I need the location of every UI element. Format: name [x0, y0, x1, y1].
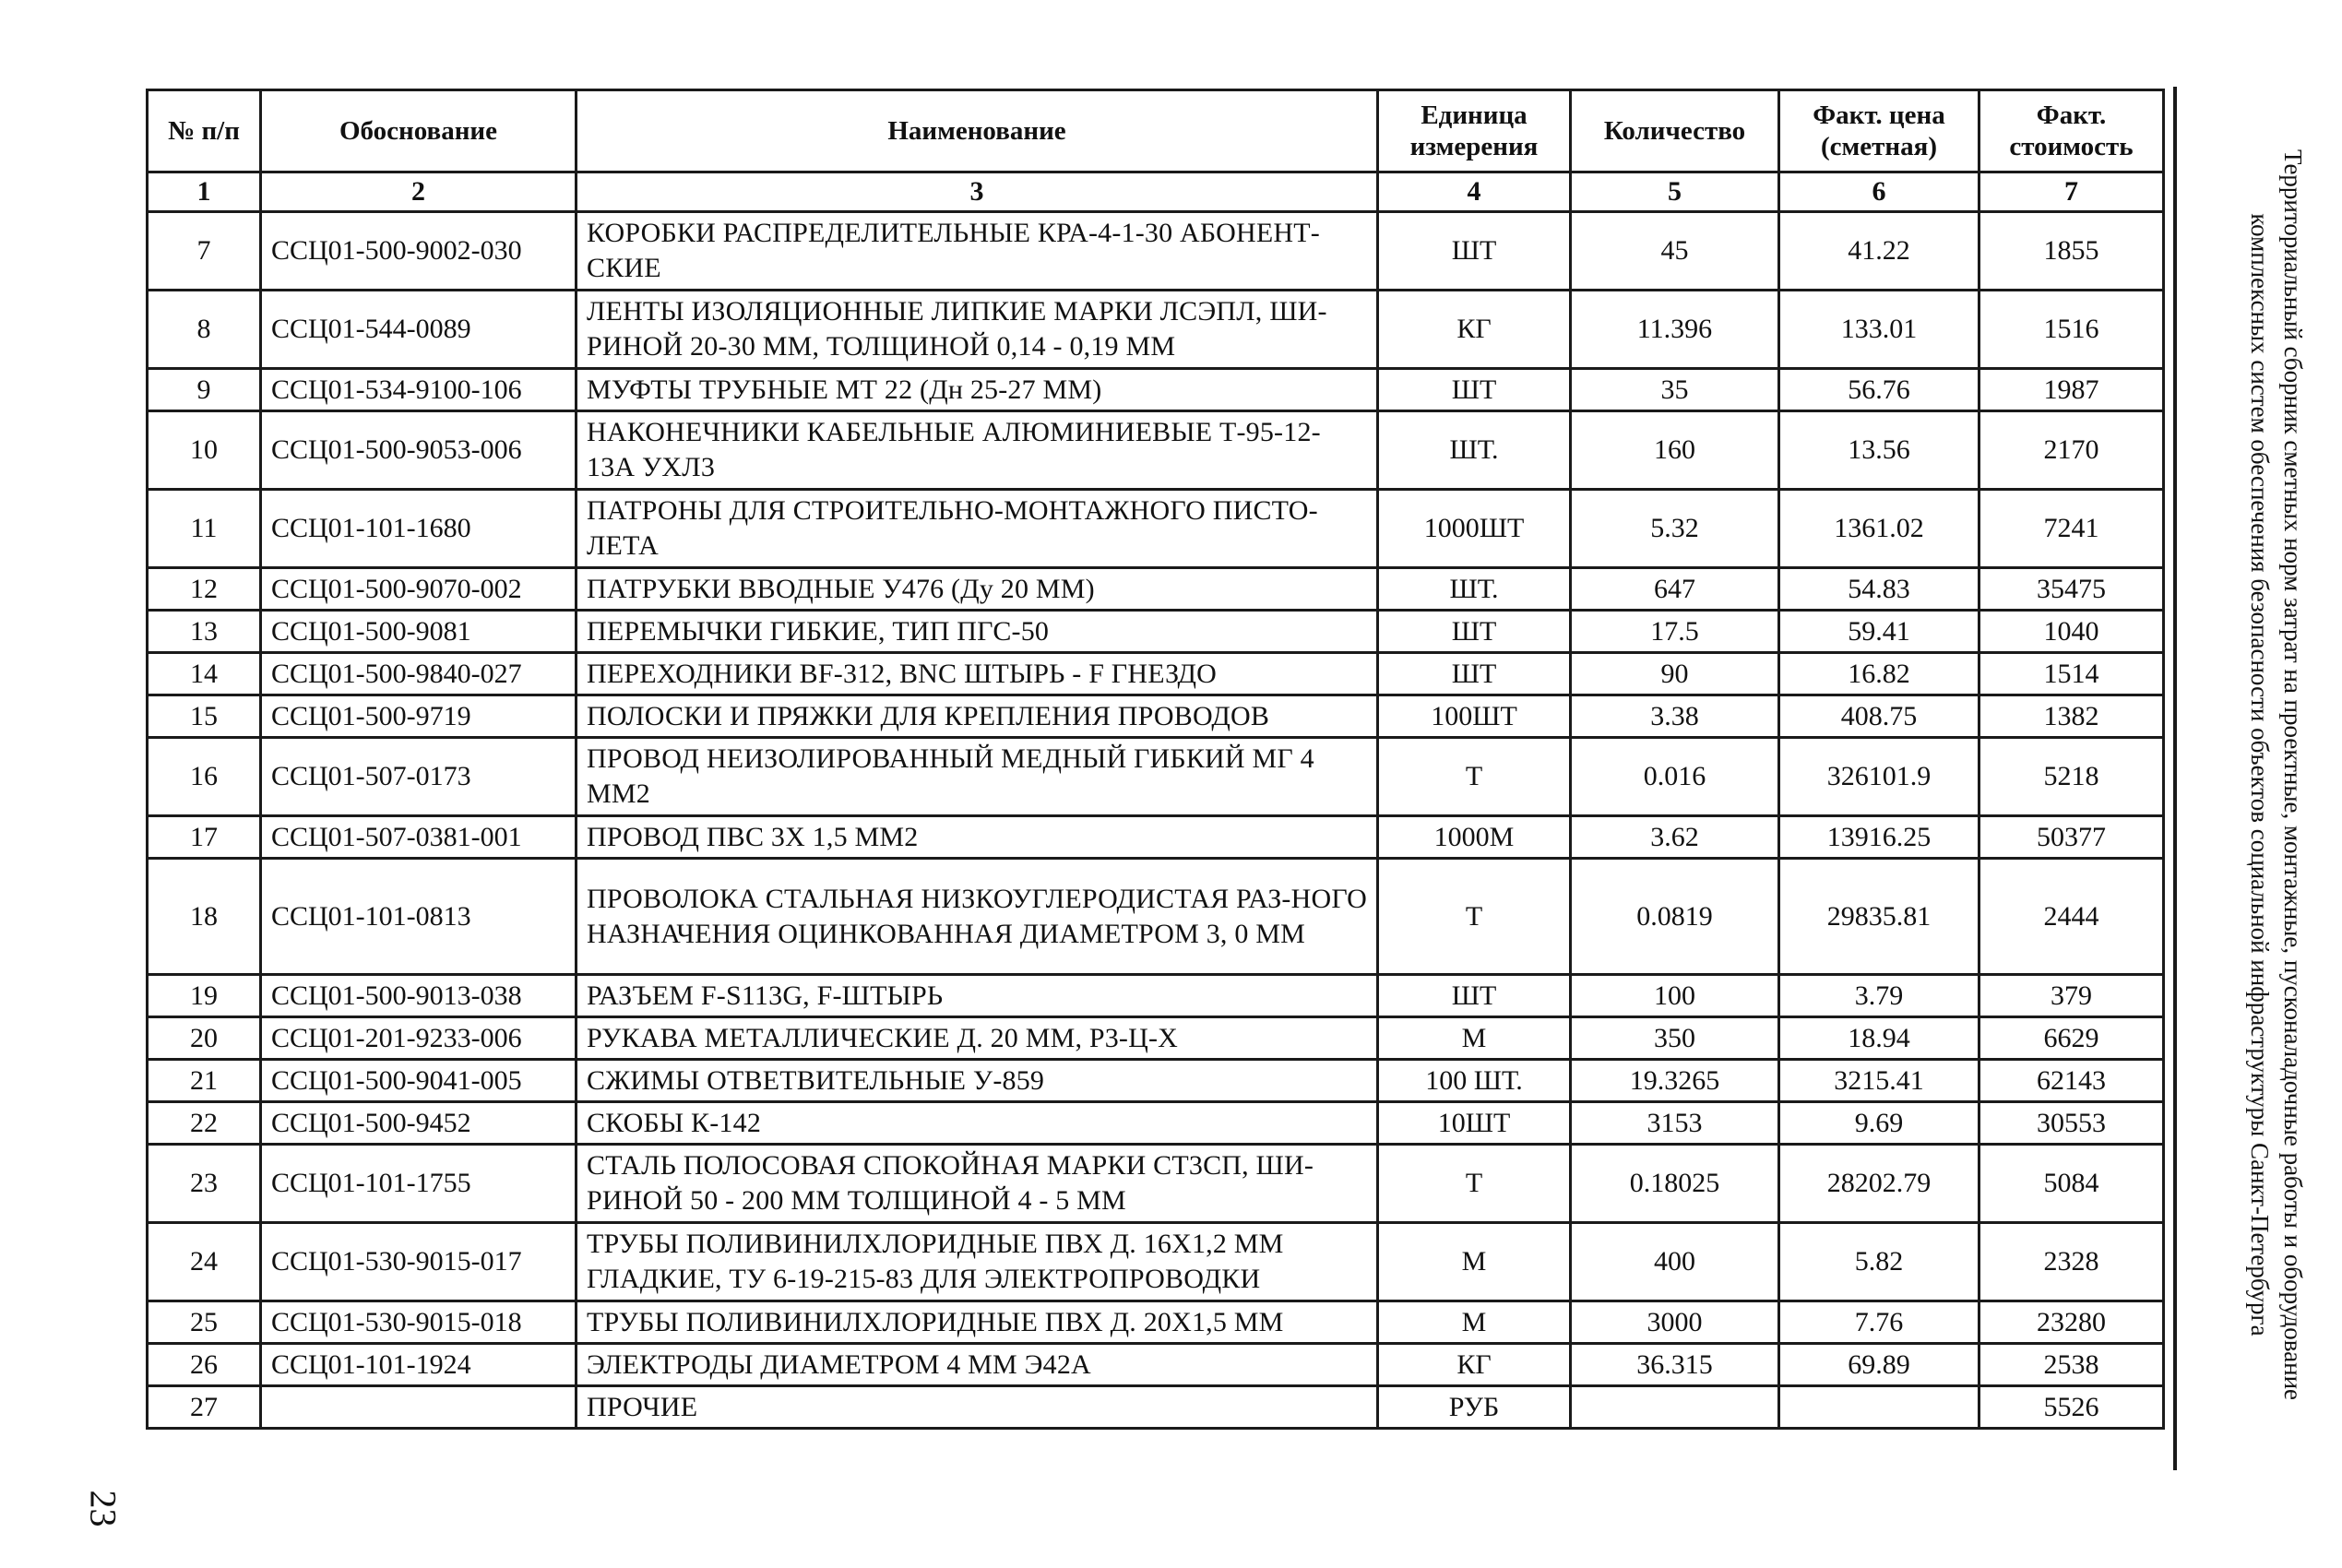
row-price: 3.79	[1779, 975, 1979, 1017]
row-item-name: ПРОВОД ПВС 3Х 1,5 ММ2	[577, 816, 1378, 859]
side-caption-line: Территориальный сборник сметных норм затрат на проектные, монтажные, пусконаладочные работы и оборудование	[2279, 148, 2307, 1401]
row-quantity: 400	[1571, 1223, 1779, 1301]
row-number: 15	[148, 695, 261, 738]
table-row	[148, 1017, 2164, 1060]
table-row	[148, 1344, 2164, 1386]
row-cost: 2328	[1979, 1223, 2164, 1301]
row-quantity: 3.62	[1571, 816, 1779, 859]
row-cost: 7241	[1979, 490, 2164, 568]
row-quantity: 0.18025	[1571, 1145, 1779, 1223]
row-quantity: 35	[1571, 369, 1779, 411]
row-unit: РУБ	[1378, 1386, 1571, 1429]
row-number: 16	[148, 738, 261, 816]
row-justification-code: ССЦ01-101-1680	[261, 490, 577, 568]
row-cost: 2444	[1979, 859, 2164, 975]
header-unit: Единица измерения	[1378, 90, 1571, 172]
table-row	[148, 611, 2164, 653]
row-cost: 5526	[1979, 1386, 2164, 1429]
column-number: 2	[261, 172, 577, 212]
row-quantity: 3153	[1571, 1102, 1779, 1145]
row-price: 41.22	[1779, 212, 1979, 291]
row-number: 7	[148, 212, 261, 291]
row-unit: ШТ	[1378, 611, 1571, 653]
row-item-name: ПЕРЕМЫЧКИ ГИБКИЕ, ТИП ПГС-50	[577, 611, 1378, 653]
row-unit: КГ	[1378, 1344, 1571, 1386]
row-unit: 100ШТ	[1378, 695, 1571, 738]
row-quantity: 100	[1571, 975, 1779, 1017]
row-price: 133.01	[1779, 291, 1979, 369]
row-number: 9	[148, 369, 261, 411]
column-number: 1	[148, 172, 261, 212]
side-divider	[2173, 87, 2177, 1470]
row-cost: 2170	[1979, 411, 2164, 490]
row-item-name: ЛЕНТЫ ИЗОЛЯЦИОННЫЕ ЛИПКИЕ МАРКИ ЛСЭПЛ, ШИ-РИНОЙ 20-30 ММ, ТОЛЩИНОЙ 0,14 - 0,19 ММ	[577, 291, 1378, 369]
row-price: 69.89	[1779, 1344, 1979, 1386]
header-price: Факт. цена (сметная)	[1779, 90, 1979, 172]
row-unit: Т	[1378, 1145, 1571, 1223]
table-row	[148, 738, 2164, 816]
row-number: 11	[148, 490, 261, 568]
row-unit: Т	[1378, 859, 1571, 975]
column-number-row	[148, 172, 2164, 212]
row-quantity: 19.3265	[1571, 1060, 1779, 1102]
table-row	[148, 568, 2164, 611]
header-number: № п/п	[148, 90, 261, 172]
table-row	[148, 695, 2164, 738]
row-number: 19	[148, 975, 261, 1017]
row-number: 17	[148, 816, 261, 859]
row-cost: 379	[1979, 975, 2164, 1017]
row-item-name: ТРУБЫ ПОЛИВИНИЛХЛОРИДНЫЕ ПВХ Д. 20Х1,5 ММ	[577, 1301, 1378, 1344]
row-justification-code: ССЦ01-500-9452	[261, 1102, 577, 1145]
table-row	[148, 816, 2164, 859]
column-number: 4	[1378, 172, 1571, 212]
row-number: 13	[148, 611, 261, 653]
row-price: 13.56	[1779, 411, 1979, 490]
row-cost: 62143	[1979, 1060, 2164, 1102]
row-item-name: ПРОЧИЕ	[577, 1386, 1378, 1429]
row-price	[1779, 1386, 1979, 1429]
page-number: 23	[82, 1490, 125, 1527]
table-row	[148, 975, 2164, 1017]
row-item-name: РАЗЪЕМ F-S113G, F-ШТЫРЬ	[577, 975, 1378, 1017]
row-justification-code: ССЦ01-500-9081	[261, 611, 577, 653]
table-row	[148, 411, 2164, 490]
row-justification-code: ССЦ01-500-9053-006	[261, 411, 577, 490]
header-quantity: Количество	[1571, 90, 1779, 172]
row-number: 22	[148, 1102, 261, 1145]
table-row	[148, 1102, 2164, 1145]
row-price: 59.41	[1779, 611, 1979, 653]
row-price: 18.94	[1779, 1017, 1979, 1060]
row-justification-code: ССЦ01-201-9233-006	[261, 1017, 577, 1060]
row-number: 14	[148, 653, 261, 695]
row-justification-code: ССЦ01-500-9840-027	[261, 653, 577, 695]
side-caption-line: комплексных систем обеспечения безопасности объектов социальной инфраструктуры Санкт-Петербурга	[2246, 213, 2274, 1336]
row-cost: 1855	[1979, 212, 2164, 291]
row-price: 5.82	[1779, 1223, 1979, 1301]
row-price: 1361.02	[1779, 490, 1979, 568]
row-item-name: ПАТРОНЫ ДЛЯ СТРОИТЕЛЬНО-МОНТАЖНОГО ПИСТО-ЛЕТА	[577, 490, 1378, 568]
side-caption	[2243, 101, 2310, 1448]
row-justification-code: ССЦ01-500-9013-038	[261, 975, 577, 1017]
row-price: 3215.41	[1779, 1060, 1979, 1102]
row-unit: ШТ.	[1378, 411, 1571, 490]
row-cost: 2538	[1979, 1344, 2164, 1386]
row-quantity: 0.016	[1571, 738, 1779, 816]
row-unit: Т	[1378, 738, 1571, 816]
row-justification-code: ССЦ01-507-0381-001	[261, 816, 577, 859]
row-cost: 5084	[1979, 1145, 2164, 1223]
table-row	[148, 1060, 2164, 1102]
header-justification: Обоснование	[261, 90, 577, 172]
row-cost: 35475	[1979, 568, 2164, 611]
row-price: 29835.81	[1779, 859, 1979, 975]
row-cost: 5218	[1979, 738, 2164, 816]
row-cost: 1382	[1979, 695, 2164, 738]
row-cost: 6629	[1979, 1017, 2164, 1060]
column-number: 6	[1779, 172, 1979, 212]
row-justification-code: ССЦ01-534-9100-106	[261, 369, 577, 411]
table-row	[148, 369, 2164, 411]
row-item-name: КОРОБКИ РАСПРЕДЕЛИТЕЛЬНЫЕ КРА-4-1-30 АБОНЕНТ-СКИЕ	[577, 212, 1378, 291]
row-item-name: ПАТРУБКИ ВВОДНЫЕ У476 (Ду 20 ММ)	[577, 568, 1378, 611]
row-quantity: 160	[1571, 411, 1779, 490]
row-price: 9.69	[1779, 1102, 1979, 1145]
row-unit: ШТ	[1378, 653, 1571, 695]
header-cost: Факт. стоимость	[1979, 90, 2164, 172]
row-justification-code: ССЦ01-530-9015-018	[261, 1301, 577, 1344]
table-body	[148, 212, 2164, 1429]
table-row	[148, 490, 2164, 568]
row-quantity	[1571, 1386, 1779, 1429]
row-cost: 23280	[1979, 1301, 2164, 1344]
row-item-name: ПОЛОСКИ И ПРЯЖКИ ДЛЯ КРЕПЛЕНИЯ ПРОВОДОВ	[577, 695, 1378, 738]
column-number: 5	[1571, 172, 1779, 212]
row-unit: 100 ШТ.	[1378, 1060, 1571, 1102]
row-quantity: 5.32	[1571, 490, 1779, 568]
column-number: 3	[577, 172, 1378, 212]
row-quantity: 350	[1571, 1017, 1779, 1060]
row-quantity: 11.396	[1571, 291, 1779, 369]
row-cost: 1514	[1979, 653, 2164, 695]
row-unit: ШТ	[1378, 369, 1571, 411]
table-row	[148, 1386, 2164, 1429]
row-price: 7.76	[1779, 1301, 1979, 1344]
header-name: Наименование	[577, 90, 1378, 172]
row-number: 20	[148, 1017, 261, 1060]
row-number: 26	[148, 1344, 261, 1386]
table-row	[148, 291, 2164, 369]
row-item-name: ПЕРЕХОДНИКИ BF-312, BNC ШТЫРЬ - F ГНЕЗДО	[577, 653, 1378, 695]
row-number: 8	[148, 291, 261, 369]
row-cost: 1040	[1979, 611, 2164, 653]
row-price: 56.76	[1779, 369, 1979, 411]
row-number: 23	[148, 1145, 261, 1223]
row-quantity: 36.315	[1571, 1344, 1779, 1386]
row-cost: 1516	[1979, 291, 2164, 369]
row-justification-code: ССЦ01-544-0089	[261, 291, 577, 369]
row-cost: 1987	[1979, 369, 2164, 411]
row-item-name: РУКАВА МЕТАЛЛИЧЕСКИЕ Д. 20 ММ, Р3-Ц-Х	[577, 1017, 1378, 1060]
table-row	[148, 1145, 2164, 1223]
row-quantity: 3.38	[1571, 695, 1779, 738]
row-item-name: СКОБЫ К-142	[577, 1102, 1378, 1145]
row-quantity: 647	[1571, 568, 1779, 611]
row-item-name: НАКОНЕЧНИКИ КАБЕЛЬНЫЕ АЛЮМИНИЕВЫЕ Т-95-12-13А УХЛ3	[577, 411, 1378, 490]
row-quantity: 3000	[1571, 1301, 1779, 1344]
row-number: 18	[148, 859, 261, 975]
row-unit: 1000ШТ	[1378, 490, 1571, 568]
materials-table	[146, 89, 2165, 1430]
row-price: 326101.9	[1779, 738, 1979, 816]
row-cost: 50377	[1979, 816, 2164, 859]
row-number: 10	[148, 411, 261, 490]
table-row	[148, 653, 2164, 695]
row-quantity: 17.5	[1571, 611, 1779, 653]
row-unit: М	[1378, 1223, 1571, 1301]
row-unit: ШТ	[1378, 975, 1571, 1017]
row-item-name: ПРОВОД НЕИЗОЛИРОВАННЫЙ МЕДНЫЙ ГИБКИЙ МГ 4 ММ2	[577, 738, 1378, 816]
row-justification-code: ССЦ01-101-1924	[261, 1344, 577, 1386]
row-price: 28202.79	[1779, 1145, 1979, 1223]
row-justification-code: ССЦ01-500-9002-030	[261, 212, 577, 291]
row-price: 54.83	[1779, 568, 1979, 611]
row-item-name: ПРОВОЛОКА СТАЛЬНАЯ НИЗКОУГЛЕРОДИСТАЯ РАЗ-НОГО НАЗНАЧЕНИЯ ОЦИНКОВАННАЯ ДИАМЕТРОМ 3, 0 ММ	[577, 859, 1378, 975]
row-justification-code	[261, 1386, 577, 1429]
row-price: 16.82	[1779, 653, 1979, 695]
row-justification-code: ССЦ01-101-1755	[261, 1145, 577, 1223]
row-justification-code: ССЦ01-500-9719	[261, 695, 577, 738]
row-unit: ШТ	[1378, 212, 1571, 291]
row-quantity: 45	[1571, 212, 1779, 291]
row-unit: 10ШТ	[1378, 1102, 1571, 1145]
row-number: 21	[148, 1060, 261, 1102]
row-item-name: СЖИМЫ ОТВЕТВИТЕЛЬНЫЕ У-859	[577, 1060, 1378, 1102]
row-number: 24	[148, 1223, 261, 1301]
row-unit: М	[1378, 1017, 1571, 1060]
row-price: 13916.25	[1779, 816, 1979, 859]
row-cost: 30553	[1979, 1102, 2164, 1145]
row-unit: ШТ.	[1378, 568, 1571, 611]
row-number: 27	[148, 1386, 261, 1429]
row-unit: КГ	[1378, 291, 1571, 369]
table-header-row	[148, 90, 2164, 172]
table-row	[148, 859, 2164, 975]
row-justification-code: ССЦ01-101-0813	[261, 859, 577, 975]
column-number: 7	[1979, 172, 2164, 212]
row-justification-code: ССЦ01-530-9015-017	[261, 1223, 577, 1301]
row-justification-code: ССЦ01-507-0173	[261, 738, 577, 816]
table-row	[148, 212, 2164, 291]
row-quantity: 90	[1571, 653, 1779, 695]
row-number: 12	[148, 568, 261, 611]
row-item-name: СТАЛЬ ПОЛОСОВАЯ СПОКОЙНАЯ МАРКИ СТ3СП, ШИ-РИНОЙ 50 - 200 ММ ТОЛЩИНОЙ 4 - 5 ММ	[577, 1145, 1378, 1223]
row-item-name: МУФТЫ ТРУБНЫЕ МТ 22 (Дн 25-27 ММ)	[577, 369, 1378, 411]
row-quantity: 0.0819	[1571, 859, 1779, 975]
table-row	[148, 1223, 2164, 1301]
row-price: 408.75	[1779, 695, 1979, 738]
row-number: 25	[148, 1301, 261, 1344]
row-unit: 1000М	[1378, 816, 1571, 859]
row-item-name: ТРУБЫ ПОЛИВИНИЛХЛОРИДНЫЕ ПВХ Д. 16Х1,2 ММ ГЛАДКИЕ, ТУ 6-19-215-83 ДЛЯ ЭЛЕКТРОПРОВОДКИ	[577, 1223, 1378, 1301]
row-item-name: ЭЛЕКТРОДЫ ДИАМЕТРОМ 4 ММ Э42А	[577, 1344, 1378, 1386]
row-justification-code: ССЦ01-500-9070-002	[261, 568, 577, 611]
row-unit: М	[1378, 1301, 1571, 1344]
table-row	[148, 1301, 2164, 1344]
row-justification-code: ССЦ01-500-9041-005	[261, 1060, 577, 1102]
